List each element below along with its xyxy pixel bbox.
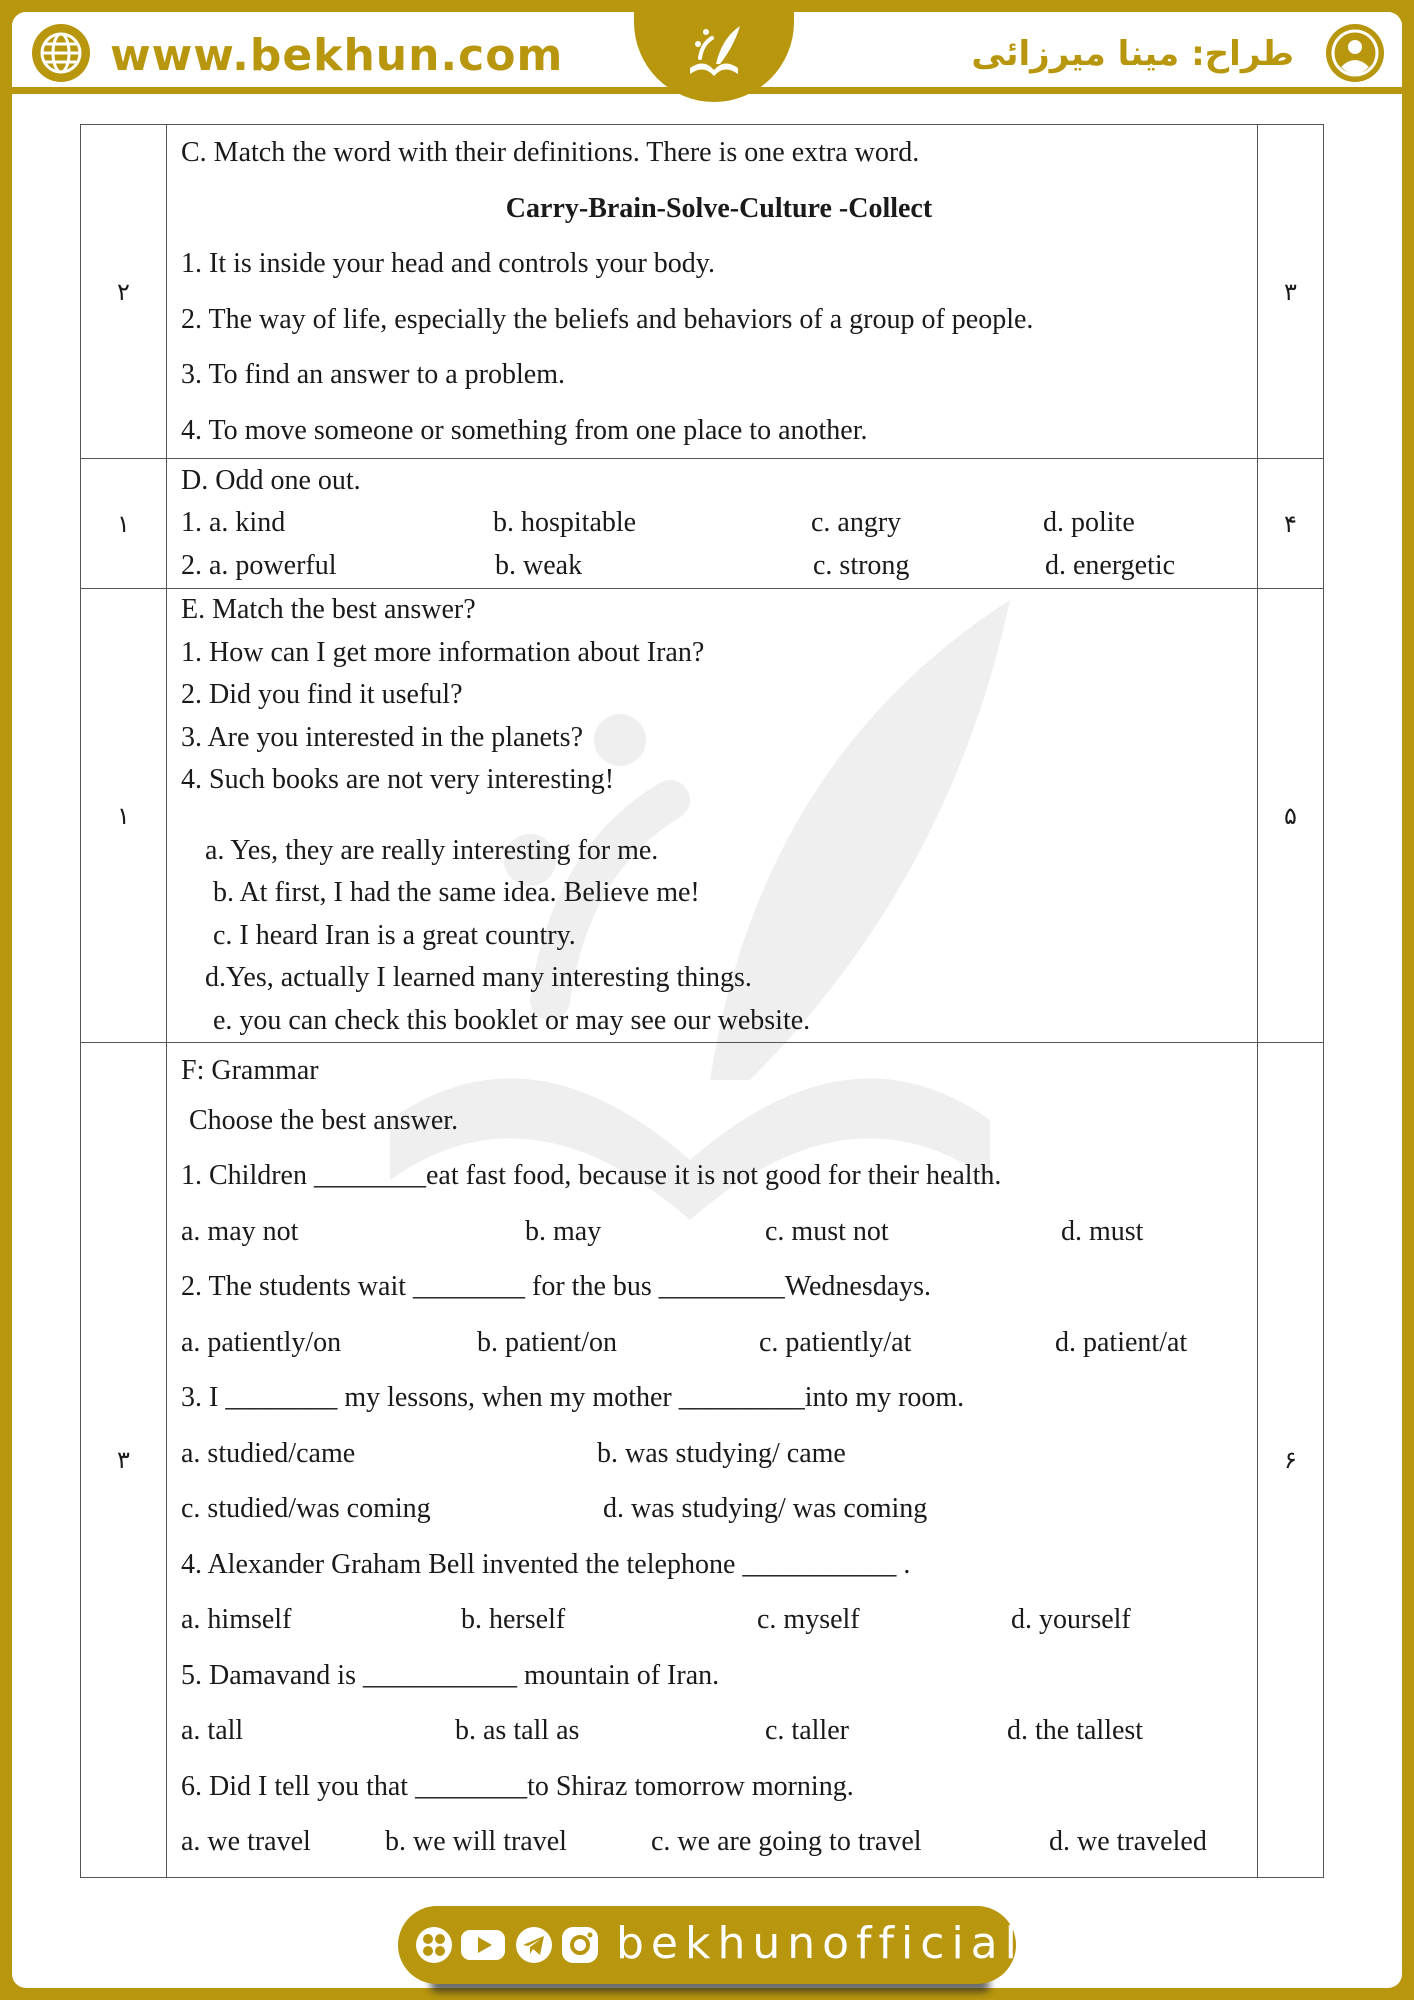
option-d[interactable]: d. the tallest — [1007, 1715, 1144, 1747]
user-icon — [1324, 22, 1386, 84]
aparat-icon[interactable] — [414, 1925, 454, 1965]
option-a[interactable]: a. himself — [181, 1604, 292, 1636]
option-b[interactable]: b. herself — [461, 1604, 566, 1636]
option-c[interactable]: c. studied/was coming — [181, 1493, 431, 1525]
option-b[interactable]: b. weak — [495, 549, 583, 581]
question-number: ۴ — [1258, 459, 1324, 589]
grammar-question: 2. The students wait ________ for the bus _________Wednesdays. — [181, 1271, 932, 1303]
social-handle[interactable]: bekhunofficial — [616, 1918, 1024, 1969]
option-row — [181, 1592, 1257, 1648]
option-d[interactable]: d. polite — [1043, 507, 1135, 539]
definition-item: 1. It is inside your head and controls your body. — [181, 248, 715, 279]
question-content — [167, 589, 1258, 1043]
globe-icon — [30, 22, 92, 84]
option-a[interactable]: a. studied/came — [181, 1437, 356, 1469]
definition-item: 2. The way of life, especially the beliefs and behaviors of a group of people. — [181, 303, 1034, 335]
question-row-c — [81, 125, 1324, 459]
section-title: C. Match the word with their definitions. There is one extra word. — [181, 137, 920, 168]
telegram-icon[interactable] — [514, 1925, 554, 1965]
option-row — [181, 1204, 1257, 1260]
match-answer: a. Yes, they are really interesting for me. — [205, 834, 659, 866]
definition-item: 3. To find an answer to a problem. — [181, 359, 565, 390]
option-d[interactable]: d. energetic — [1045, 549, 1176, 581]
question-row-d — [81, 459, 1324, 589]
option-d[interactable]: d. we traveled — [1049, 1826, 1207, 1858]
option-d[interactable]: d. was studying/ was coming — [603, 1493, 928, 1525]
option-a[interactable]: a. tall — [181, 1715, 244, 1747]
exam-table — [80, 124, 1324, 1878]
option-d[interactable]: d. yourself — [1011, 1604, 1131, 1636]
match-question: 3. Are you interested in the planets? — [181, 721, 583, 753]
page-header — [12, 12, 1402, 94]
match-question: 1. How can I get more information about Iran? — [181, 636, 705, 668]
instruction: Choose the best answer. — [189, 1104, 459, 1136]
option-row — [181, 1426, 1257, 1482]
option-row — [181, 502, 1257, 545]
option-c[interactable]: c. angry — [811, 507, 902, 539]
option-b[interactable]: b. we will travel — [385, 1826, 567, 1858]
site-url[interactable]: www.bekhun.com — [110, 30, 564, 81]
score-cell: ۲ — [81, 125, 167, 459]
question-row-f — [81, 1043, 1324, 1878]
option-c[interactable]: c. taller — [765, 1715, 849, 1747]
option-b[interactable]: b. may — [525, 1215, 602, 1247]
question-number: ۶ — [1258, 1043, 1324, 1878]
option-d[interactable]: d. patient/at — [1055, 1326, 1188, 1358]
grammar-question: 3. I ________ my lessons, when my mother _________into my room. — [181, 1382, 965, 1414]
option-a[interactable]: a. we travel — [181, 1826, 311, 1858]
option-row — [181, 545, 1257, 588]
option-c[interactable]: c. patiently/at — [759, 1326, 912, 1358]
option-d[interactable]: d. must — [1061, 1215, 1144, 1247]
option-row — [181, 1703, 1257, 1759]
option-a[interactable]: 2. a. powerful — [181, 549, 337, 581]
option-a[interactable]: a. may not — [181, 1215, 299, 1247]
grammar-question: 5. Damavand is ___________ mountain of Iran. — [181, 1659, 720, 1691]
grammar-question: 1. Children ________eat fast food, because it is not good for their health. — [181, 1160, 1002, 1192]
option-row — [181, 1481, 1257, 1537]
option-b[interactable]: b. patient/on — [477, 1326, 617, 1358]
option-c[interactable]: c. myself — [757, 1604, 860, 1636]
option-row — [181, 1814, 1257, 1870]
option-b[interactable]: b. was studying/ came — [597, 1437, 846, 1469]
option-a[interactable]: 1. a. kind — [181, 507, 286, 539]
word-bank: Carry-Brain-Solve-Culture -Collect — [505, 192, 933, 224]
youtube-icon[interactable] — [460, 1925, 506, 1965]
option-b[interactable]: b. hospitable — [493, 507, 637, 539]
grammar-question: 6. Did I tell you that ________to Shiraz tomorrow morning. — [181, 1770, 854, 1802]
instagram-icon[interactable] — [560, 1925, 600, 1965]
match-question: 2. Did you find it useful? — [181, 679, 463, 710]
question-row-e — [81, 589, 1324, 1043]
question-number: ۵ — [1258, 589, 1324, 1043]
option-c[interactable]: c. we are going to travel — [651, 1826, 922, 1858]
question-content — [167, 459, 1258, 589]
option-c[interactable]: c. strong — [813, 549, 910, 581]
match-answer: b. At first, I had the same idea. Believe me! — [213, 877, 700, 908]
question-content — [167, 125, 1258, 459]
option-b[interactable]: b. as tall as — [455, 1715, 580, 1747]
option-a[interactable]: a. patiently/on — [181, 1326, 342, 1358]
brand-logo — [634, 12, 794, 102]
grammar-question: 4. Alexander Graham Bell invented the telephone ___________ . — [181, 1548, 911, 1580]
question-content — [167, 1043, 1258, 1878]
question-number: ۳ — [1258, 125, 1324, 459]
social-footer — [398, 1906, 1024, 1984]
option-row — [181, 1315, 1257, 1371]
section-title: E. Match the best answer? — [181, 594, 476, 625]
match-answer: c. I heard Iran is a great country. — [213, 919, 576, 951]
section-title: F: Grammar — [181, 1055, 319, 1087]
designer-credit: طراح: مینا میرزائی — [971, 34, 1294, 74]
score-cell: ۱ — [81, 589, 167, 1043]
book-quill-icon — [676, 18, 752, 94]
definition-item: 4. To move someone or something from one place to another. — [181, 414, 868, 446]
match-question: 4. Such books are not very interesting! — [181, 764, 615, 795]
score-cell: ۳ — [81, 1043, 167, 1878]
section-title: D. Odd one out. — [181, 464, 361, 496]
score-cell: ۱ — [81, 459, 167, 589]
match-answer: d.Yes, actually I learned many interesting things. — [205, 962, 752, 993]
match-answer: e. you can check this booklet or may see our website. — [213, 1004, 811, 1036]
option-c[interactable]: c. must not — [765, 1215, 889, 1247]
